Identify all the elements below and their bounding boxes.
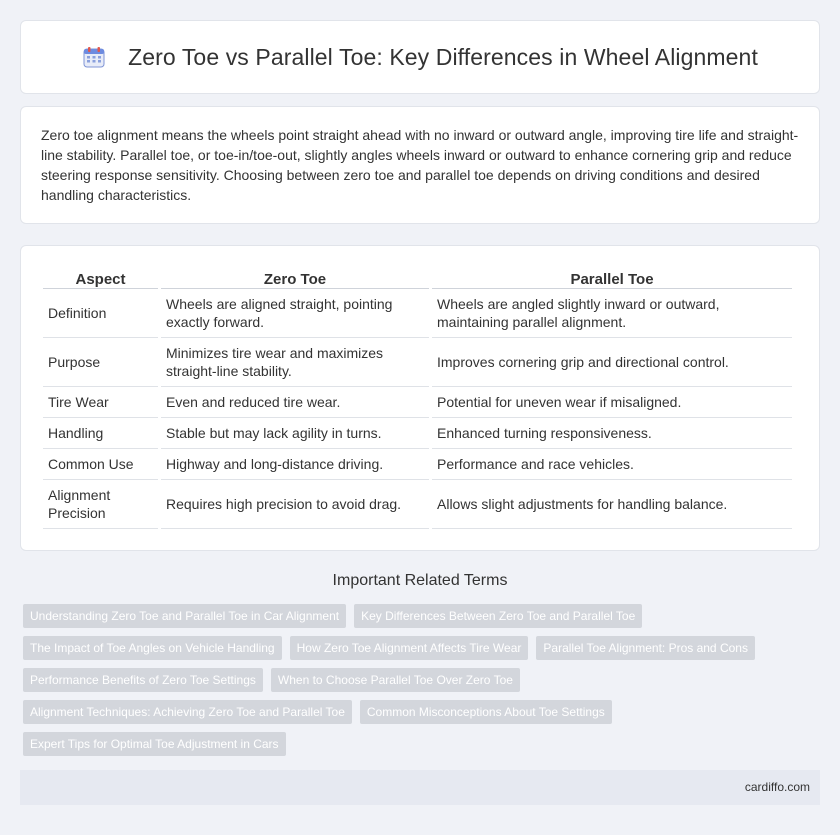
table-row: [43, 480, 792, 529]
page-title: Zero Toe vs Parallel Toe: Key Differences in Wheel Alignment: [128, 43, 758, 70]
table-cell: Wheels are aligned straight, pointing exactly forward.: [161, 289, 429, 338]
table-cell: Even and reduced tire wear.: [161, 387, 429, 418]
related-term-tag[interactable]: Key Differences Between Zero Toe and Parallel Toe: [354, 604, 642, 628]
table-row: [43, 289, 792, 338]
table-cell: Tire Wear: [43, 387, 158, 418]
table-cell: Enhanced turning responsiveness.: [432, 418, 792, 449]
table-cell: Requires high precision to avoid drag.: [161, 480, 429, 529]
table-cell: Stable but may lack agility in turns.: [161, 418, 429, 449]
column-header-zero-toe: Zero Toe: [161, 268, 429, 289]
header-card: [20, 20, 820, 94]
table-cell: Allows slight adjustments for handling balance.: [432, 480, 792, 529]
table-cell: Potential for uneven wear if misaligned.: [432, 387, 792, 418]
related-term-tag[interactable]: Expert Tips for Optimal Toe Adjustment in Cars: [23, 732, 286, 756]
related-term-tag[interactable]: The Impact of Toe Angles on Vehicle Handling: [23, 636, 282, 660]
comparison-table-card: [20, 245, 820, 551]
table-cell: Definition: [43, 289, 158, 338]
related-term-tag[interactable]: Performance Benefits of Zero Toe Settings: [23, 668, 263, 692]
table-cell: Alignment Precision: [43, 480, 158, 529]
table-cell: Purpose: [43, 338, 158, 387]
related-term-tag[interactable]: Alignment Techniques: Achieving Zero Toe and Parallel Toe: [23, 700, 352, 724]
table-cell: Wheels are angled slightly inward or outward, maintaining parallel alignment.: [432, 289, 792, 338]
intro-card: [20, 106, 820, 224]
intro-text: Zero toe alignment means the wheels point straight ahead with no inward or outward angle, improving tire life and straight-line stability. Parallel toe, or toe-in/toe-out, slightly angles wheels inward or outward to enhance cornering grip and reduce steering response sensitivity. Choosing between zero toe and parallel toe depends on driving conditions and desired handling characteristics.: [41, 127, 799, 203]
comparison-table: [40, 268, 795, 529]
table-cell: Handling: [43, 418, 158, 449]
column-header-parallel-toe: Parallel Toe: [432, 268, 792, 289]
related-term-tag[interactable]: How Zero Toe Alignment Affects Tire Wear: [290, 636, 529, 660]
footer-site-link[interactable]: cardiffo.com: [744, 780, 810, 794]
table-row: [43, 418, 792, 449]
table-row: [43, 338, 792, 387]
related-term-tag[interactable]: Understanding Zero Toe and Parallel Toe in Car Alignment: [23, 604, 346, 628]
related-term-tag[interactable]: Parallel Toe Alignment: Pros and Cons: [536, 636, 755, 660]
table-cell: Performance and race vehicles.: [432, 449, 792, 480]
table-row: [43, 449, 792, 480]
table-cell: Improves cornering grip and directional control.: [432, 338, 792, 387]
related-term-tag[interactable]: When to Choose Parallel Toe Over Zero Toe: [271, 668, 520, 692]
table-cell: Minimizes tire wear and maximizes straight-line stability.: [161, 338, 429, 387]
related-terms-title: Important Related Terms: [332, 572, 508, 589]
footer: [20, 770, 820, 805]
related-terms-list: [23, 604, 823, 756]
calendar-icon: [82, 45, 106, 69]
column-header-aspect: Aspect: [43, 268, 158, 289]
table-row: [43, 387, 792, 418]
table-cell: Common Use: [43, 449, 158, 480]
related-term-tag[interactable]: Common Misconceptions About Toe Settings: [360, 700, 612, 724]
table-cell: Highway and long-distance driving.: [161, 449, 429, 480]
